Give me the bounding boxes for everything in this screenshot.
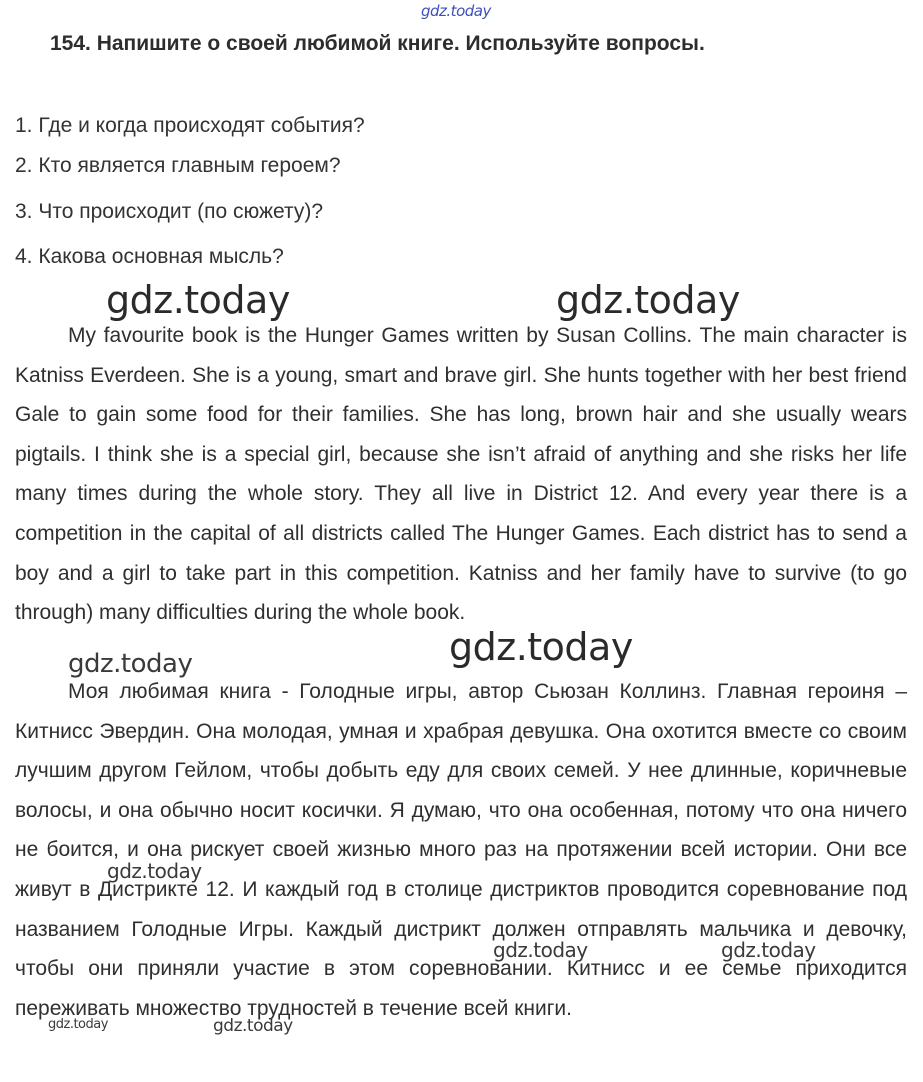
watermark: gdz.today [48,1017,108,1032]
watermark: gdz.today [107,859,202,883]
watermark: gdz.today [68,649,193,679]
answer-russian-paragraph: Моя любимая книга - Голодные игры, автор Сьюзан Коллинз. Главная героиня – Китнисс Эвердин. Она молодая, умная и храбрая девушка. Она охотится вместе со своим лучшим другом Гейлом, чтобы добыть еду для своих семей. У нее длинные, коричневые волосы, и она обычно носит косички. Я думаю, что она особенная, потому что она ничего не боится, и она рискует своей жизнью много раз на протяжении всей истории. Они все живут в Дистрикте 12. И каждый год в столице дистриктов проводится соревнование под названием Голодные Игры. Каждый дистрикт должен отправлять мальчика и девочку, чтобы они приняли участие в этом соревновании. Китнисс и ее семье приходится переживать множество трудностей в течение всей книги. [15,680,907,1020]
watermark: gdz.today [106,278,290,322]
watermark: gdz.today [721,938,816,962]
watermark: gdz.today [449,625,633,669]
question-1: 1. Где и когда происходят события? [15,114,365,137]
question-3: 3. Что происходит (по сюжету)? [15,200,324,223]
task-title: 154. Напишите о своей любимой книге. Используйте вопросы. [50,32,705,55]
watermark: gdz.today [493,938,588,962]
question-2: 2. Кто является главным героем? [15,154,341,177]
watermark: gdz.today [213,1016,293,1036]
question-4: 4. Какова основная мысль? [15,245,284,268]
answer-english-paragraph: My favourite book is the Hunger Games written by Susan Collins. The main character is Katniss Everdeen. She is a young, smart and brave girl. She hunts together with her best friend Gale to gain some food for their families. She has long, brown hair and she usually wears pigtails. I think she is a special girl, because she isn’t afraid of anything and she risks her life many times during the whole story. They all live in District 12. And every year there is a competition in the capital of all districts called The Hunger Games. Each district has to send a boy and a girl to take part in this competition. Katniss and her family have to survive (to go through) many difficulties during the whole book. [15,324,907,625]
watermark-top: gdz.today [421,2,491,20]
watermark: gdz.today [556,278,740,322]
